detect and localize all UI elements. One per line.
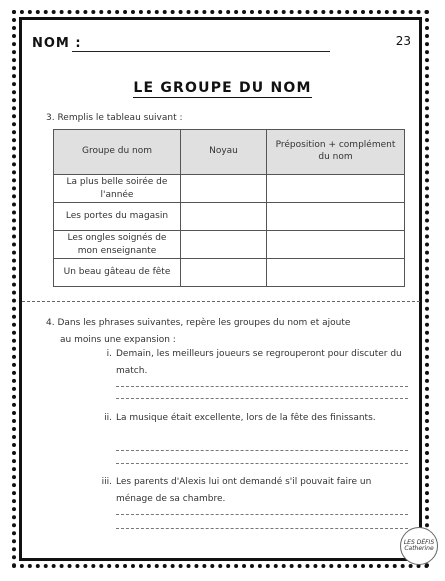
column-header: Noyau [181,130,267,175]
answer-table [53,129,405,287]
table-cell-answer[interactable] [267,203,405,231]
question4-prompt-line2: au moins une expansion : [60,335,176,345]
table-cell-answer[interactable] [267,231,405,259]
logo-text: LES DÉFIS Catherine [403,538,435,552]
table-cell-answer[interactable] [181,175,267,203]
name-label: NOM : [32,36,82,51]
question4-prompt-line1: 4. Dans les phrases suivantes, repère les groupes du nom et ajoute [46,318,351,328]
table-cell-group: La plus belle soirée de l'année [54,175,181,203]
name-field-line[interactable] [72,51,330,52]
item-text: La musique était excellente, lors de la fête des finissants. [116,413,376,423]
table-cell-group: Les portes du magasin [54,203,181,231]
answer-line[interactable] [116,386,408,387]
table-cell-answer[interactable] [181,203,267,231]
question4-prompt [46,315,406,349]
question3-prompt: 3. Remplis le tableau suivant : [46,113,183,123]
table-cell-answer[interactable] [181,231,267,259]
table-cell-group: Les ongles soignés de mon enseignante [54,231,181,259]
page-title: LE GROUPE DU NOM [133,80,312,96]
column-header: Groupe du nom [54,130,181,175]
answer-line[interactable] [116,398,408,399]
table-cell-answer[interactable] [267,259,405,287]
answer-line[interactable] [116,528,408,529]
table-cell-answer[interactable] [267,175,405,203]
brand-logo [400,527,438,565]
column-header: Préposition + complément du nom [267,130,405,175]
item-number: i. [106,349,112,359]
answer-line[interactable] [116,450,408,451]
answer-line[interactable] [116,514,408,515]
table-row [54,175,405,203]
section-divider [22,301,420,302]
item-text: Demain, les meilleurs joueurs se regrouperont pour discuter du match. [116,349,402,376]
table-row [54,259,405,287]
item-number: ii. [104,413,112,423]
title-block [0,77,445,96]
item-number: iii. [101,477,112,487]
table-cell-group: Un beau gâteau de fête [54,259,181,287]
page-number: 23 [395,34,411,48]
table-row [54,203,405,231]
table-row [54,231,405,259]
table-header-row [54,130,405,175]
item-text: Les parents d'Alexis lui ont demandé s'il pouvait faire un ménage de sa chambre. [116,477,372,504]
answer-line[interactable] [116,463,408,464]
table-cell-answer[interactable] [181,259,267,287]
